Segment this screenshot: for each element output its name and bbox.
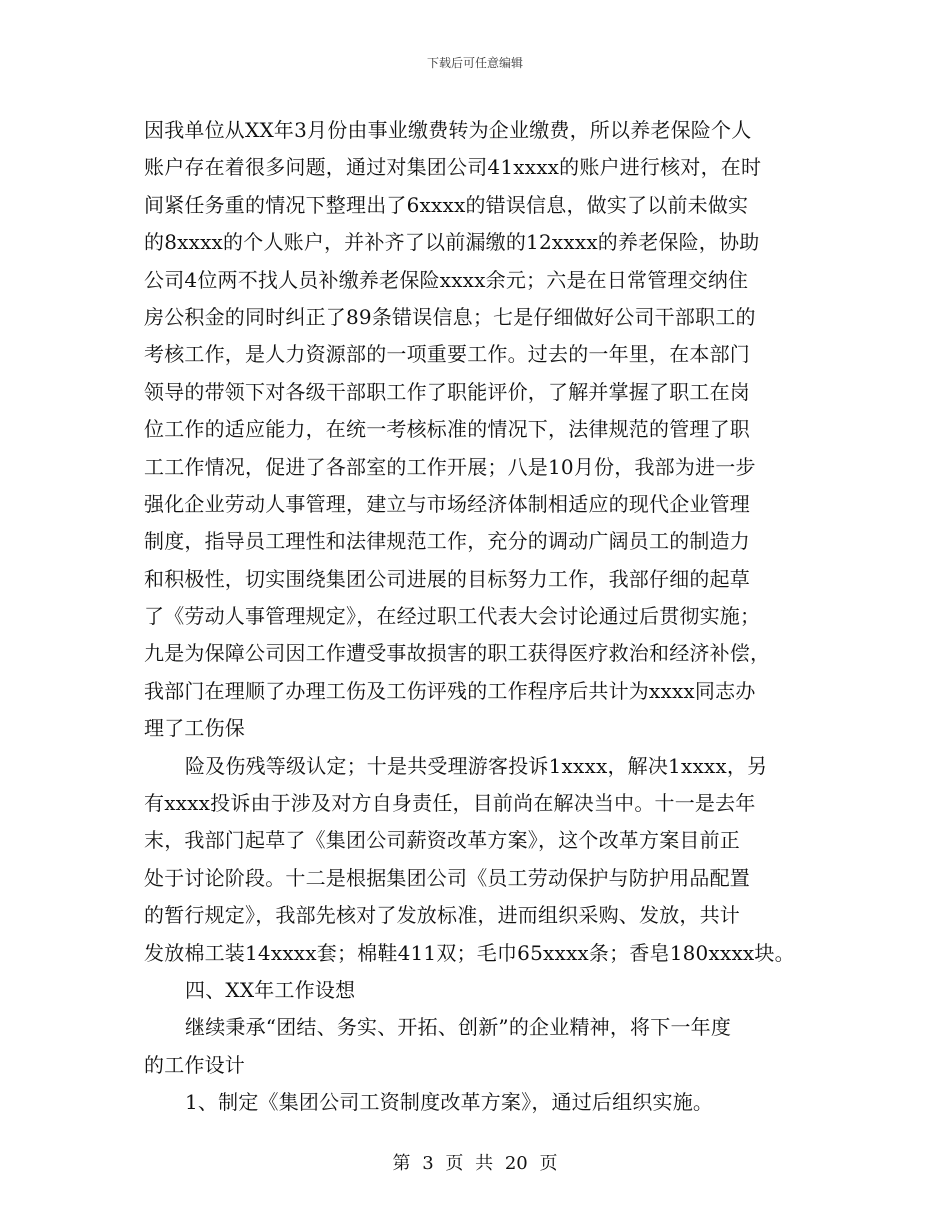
- text-line: 因我单位从XX年3月份由事业缴费转为企业缴费，所以养老保险个人: [144, 118, 752, 142]
- list-item: 1、制定《集团公司工资制度改革方案》，通过后组织实施。: [185, 1090, 714, 1115]
- text-line: 我部门在理顺了办理工伤及工伤评残的工作程序后共计为xxxx同志办: [144, 678, 756, 703]
- section-heading: 四、XX年工作设想: [185, 977, 356, 1002]
- text-line: 理了工伤保: [144, 716, 245, 741]
- text-line: 房公积金的同时纠正了89条错误信息；七是仔细做好公司干部职工的: [144, 304, 756, 329]
- paragraph-2: [144, 748, 834, 972]
- text-line: 末，我部门起草了《集团公司薪资改革方案》，这个改革方案目前正: [144, 828, 740, 853]
- page-indicator: 第 3 页 共 20 页: [392, 1153, 558, 1174]
- text-line: 处于讨论阶段。十二是根据集团公司《员工劳动保护与防护用品配置: [144, 865, 750, 890]
- text-line: 的工作设计: [144, 1052, 245, 1077]
- text-line: 继续秉承“团结、务实、开拓、创新”的企业精神，将下一年度: [185, 1015, 732, 1040]
- text-line: 九是为保障公司因工作遭受事故损害的职工获得医疗救治和经济补偿，: [144, 641, 771, 666]
- text-line: 和积极性，切实围绕集团公司进展的目标努力工作，我部仔细的起草: [144, 566, 750, 591]
- text-line: 险及伤残等级认定；十是共受理游客投诉1xxxx，解决1xxxx，另: [185, 753, 768, 778]
- text-line: 发放棉工装14xxxx套；棉鞋411双；毛巾65xxxx条；香皂180xxxx块。: [144, 940, 795, 965]
- paragraph-3: [144, 1009, 834, 1084]
- text-line: 位工作的适应能力，在统一考核标准的情况下，法律规范的管理了职: [144, 417, 750, 442]
- text-line: 的8xxxx的个人账户，并补齐了以前漏缴的12xxxx的养老保险，协助: [144, 230, 760, 255]
- text-line: 间紧任务重的情况下整理出了6xxxx的错误信息，做实了以前未做实: [144, 192, 749, 217]
- text-line: 有xxxx投诉由于涉及对方自身责任，目前尚在解决当中。十一是去年: [144, 791, 756, 816]
- text-line: 考核工作，是人力资源部的一项重要工作。过去的一年里，在本部门: [144, 342, 750, 367]
- paragraph-1: [144, 112, 834, 748]
- text-line: 强化企业劳动人事管理，建立与市场经济体制相适应的现代企业管理: [144, 491, 750, 516]
- header-note: 下载后可任意编辑: [426, 56, 523, 70]
- document-body: [144, 112, 834, 1122]
- text-line: 账户存在着很多问题，通过对集团公司41xxxx的账户进行核对，在时: [144, 155, 762, 180]
- text-line: 的暂行规定》，我部先核对了发放标准，进而组织采购、发放，共计: [144, 903, 740, 928]
- text-line: 领导的带领下对各级干部职工作了职能评价，了解并掌握了职工在岗: [144, 379, 750, 404]
- text-line: 工工作情况，促进了各部室的工作开展；八是10月份，我部为进一步: [144, 454, 756, 479]
- text-line: 制度，指导员工理性和法律规范工作，充分的调动广阔员工的制造力: [144, 529, 750, 554]
- text-line: 了《劳动人事管理规定》，在经过职工代表大会讨论通过后贯彻实施；: [144, 604, 761, 629]
- text-line: 公司4位两不找人员补缴养老保险xxxx余元；六是在日常管理交纳住: [144, 267, 749, 292]
